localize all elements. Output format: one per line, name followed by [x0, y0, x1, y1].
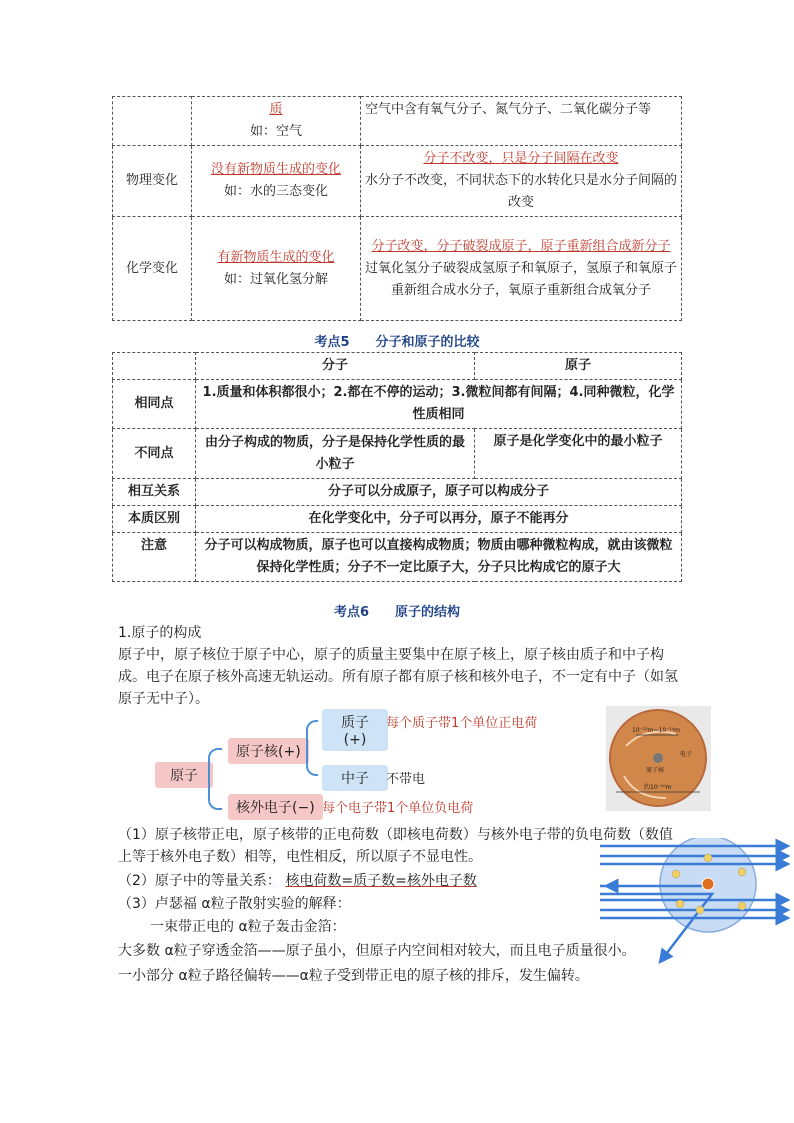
row-content: 在化学变化中，分子可以再分，原子不能再分	[196, 506, 682, 533]
brace-icon	[306, 720, 318, 776]
row-label: 物理变化	[113, 146, 192, 217]
table-row	[113, 146, 682, 217]
explanation-item-1: （1）原子核带正电，原子核带的正电荷数（即核电荷数）与核外电子带的负电荷数（数值上等于核外电子数）相等，电性相反，所以原子不显电性。	[118, 827, 673, 865]
row-label: 注意	[113, 533, 196, 582]
cell-line: 过氧化氢分子破裂成氢原子和氧原子，氢原子和氧原子	[365, 260, 678, 276]
alpha-scattering-figure	[596, 838, 792, 968]
nucleus-box: 原子核(+)	[228, 738, 309, 764]
paragraph-atom-structure: 原子中，原子核位于原子中心，原子的质量主要集中在原子核上，原子核由质子和中子构成。电子在原子核外高速无轨运动。所有原子都有原子核和核外电子，不一定有中子（如氢原子无中子）。	[118, 647, 678, 707]
table-row	[113, 217, 682, 321]
row-content: 分子可以构成物质，原子也可以直接构成物质；物质由哪种微粒构成，就由该微粒保持化学性质；分子不一定比原子大，分子只比构成它的原子大	[196, 533, 682, 582]
explanation-item-3: （3）卢瑟福 α粒子散射实验的解释：	[118, 896, 351, 912]
cell-example: 如：过氧化氢分解	[223, 271, 328, 287]
table-row	[113, 533, 682, 582]
table-cell	[361, 146, 682, 217]
table-cell	[361, 217, 682, 321]
cell-text: 空气中含有氧气分子、氮气分子、二氧化碳分子等	[365, 102, 652, 117]
proton-note: 每个质子带1个单位正电荷	[386, 716, 538, 731]
cell-main: 有新物质生成的变化	[217, 249, 335, 265]
brace-icon	[208, 748, 222, 810]
row-content: 分子可以分成原子，原子可以构成分子	[196, 479, 682, 506]
atom-bottom-label: 约10⁻¹⁰m	[644, 784, 672, 791]
atom-model-image	[606, 706, 711, 811]
atom-nucleus-label: 原子核	[646, 767, 665, 774]
electron-note: 每个电子带1个单位负电荷	[322, 801, 474, 816]
row-label: 化学变化	[113, 217, 192, 321]
cell-example: 如：空气	[249, 124, 302, 139]
table-row	[113, 479, 682, 506]
item3-line-a: 一束带正电的 α粒子轰击金箔：	[150, 919, 346, 935]
header-atom: 原子	[475, 353, 682, 380]
cell-line: 分子不改变，只是分子间隔在改变	[423, 151, 619, 166]
neutron-box: 中子	[322, 765, 388, 791]
table-cell	[192, 146, 361, 217]
atom-top-label: 10⁻¹⁵m~10⁻¹⁴m	[632, 727, 680, 734]
cell-line: 分子改变，分子破裂成原子，原子重新组合成新分子	[371, 238, 671, 254]
item2-equation: 核电荷数=质子数=核外电子数	[285, 873, 477, 889]
row-content: 1.质量和体积都很小；2.都在不停的运动；3.微粒间都有间隔；4.同种微粒，化学性质相同	[196, 380, 682, 429]
table-cell	[192, 97, 361, 146]
table-cell	[113, 353, 196, 380]
item2-prefix: （2）原子中的等量关系：	[118, 873, 281, 889]
table-cell	[361, 97, 682, 146]
cell-main: 没有新物质生成的变化	[210, 162, 341, 177]
neutron-note: 不带电	[386, 772, 426, 787]
section-title: 考点5 分子和原子的比较	[314, 335, 480, 350]
section-title: 考点6 原子的结构	[333, 605, 461, 620]
item3-line-c: 一小部分 α粒子路径偏转——α粒子受到带正电的原子核的排斥，发生偏转。	[118, 968, 589, 984]
row-label: 相同点	[113, 380, 196, 429]
atom-model-icon	[606, 706, 711, 811]
row-label: 本质区别	[113, 506, 196, 533]
table-header-row	[113, 353, 682, 380]
cell-line: 重新组合成水分子，氧原子重新组合成氧分子	[390, 282, 651, 298]
cell-line: 水分子不改变，不同状态下的水转化只是水分子间隔的改变	[365, 173, 678, 210]
cell-main: 质	[269, 102, 283, 117]
comparison-table-1	[112, 96, 682, 321]
table-cell	[192, 217, 361, 321]
item3-line-b: 大多数 α粒子穿透金箔——原子虽小，但原子内空间相对较大，而且电子质量很小。	[118, 943, 636, 959]
table-cell	[113, 97, 192, 146]
row-right: 原子是化学变化中的最小粒子	[475, 429, 682, 479]
cell-example: 如：水的三态变化	[223, 184, 328, 199]
proton-box: 质子(+)	[322, 709, 388, 751]
explanation-item-2	[118, 870, 477, 892]
header-molecule: 分子	[196, 353, 475, 380]
table-row	[113, 97, 682, 146]
atom-electron-label: 电子	[680, 751, 693, 758]
subheading: 1.原子的构成	[118, 625, 202, 641]
table-row	[113, 506, 682, 533]
table-row	[113, 429, 682, 479]
row-left: 由分子构成的物质，分子是保持化学性质的最小粒子	[196, 429, 475, 479]
electron-box: 核外电子(−)	[228, 794, 323, 820]
row-label: 相互关系	[113, 479, 196, 506]
comparison-table-2	[112, 352, 682, 582]
atom-box: 原子	[155, 762, 213, 788]
row-label: 不同点	[113, 429, 196, 479]
table-row	[113, 380, 682, 429]
